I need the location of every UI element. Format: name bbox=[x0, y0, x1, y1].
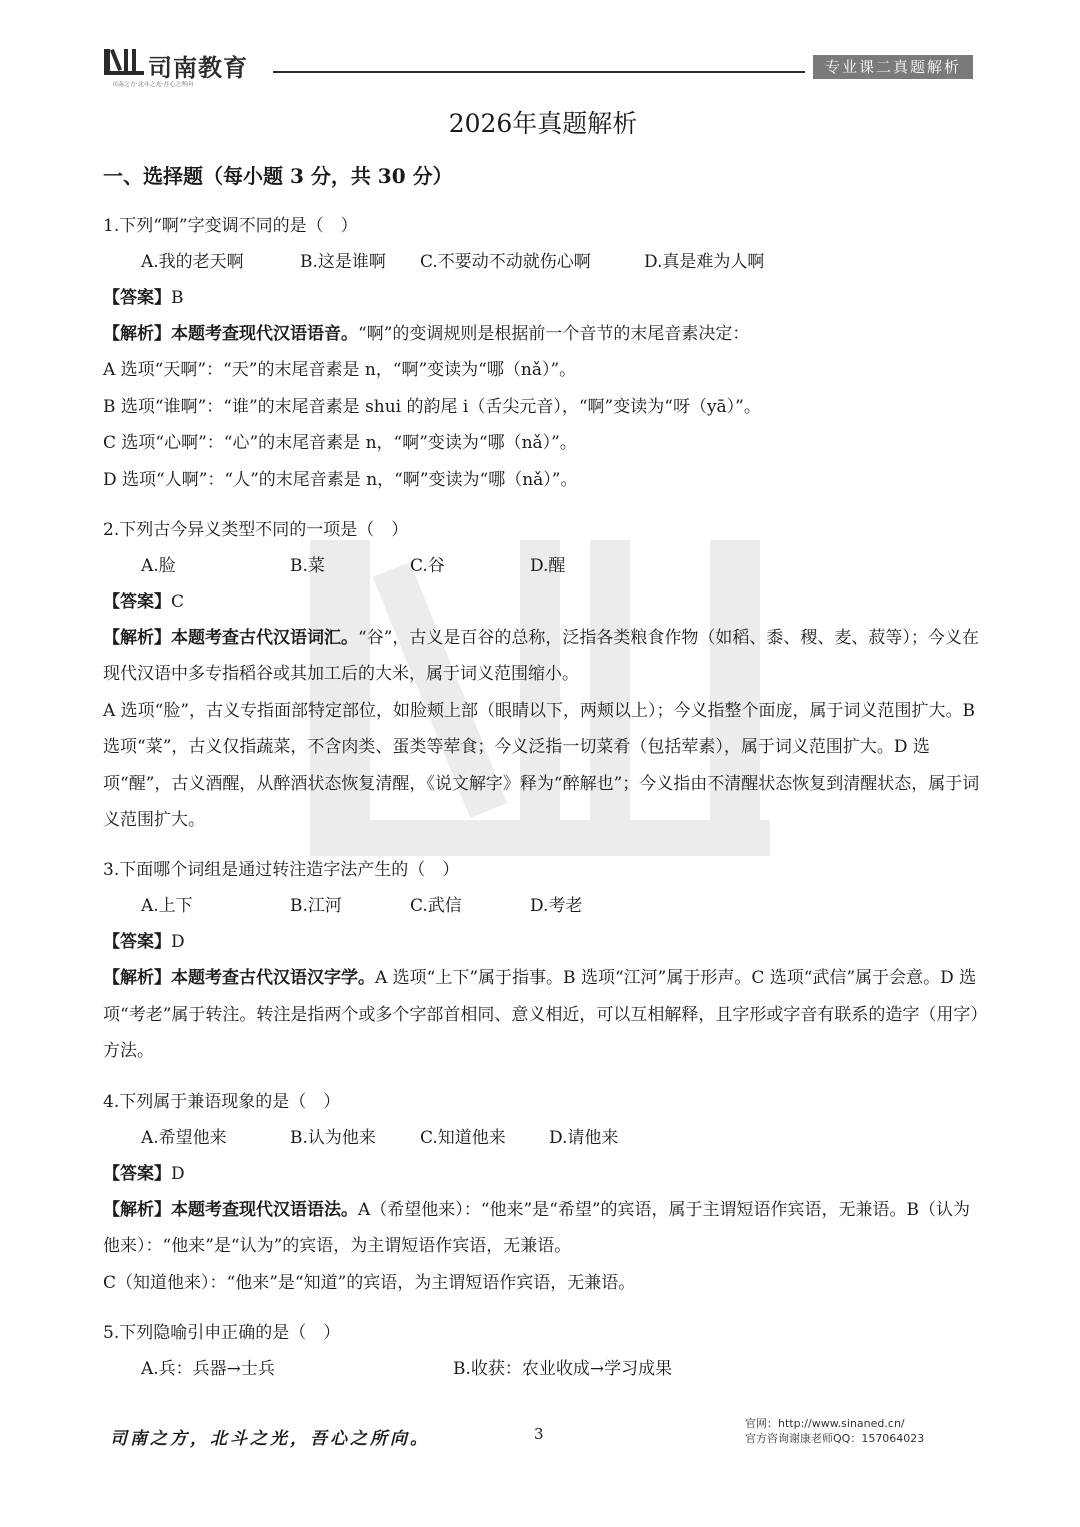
option-c: C.谷 bbox=[410, 556, 445, 577]
footer-contact bbox=[745, 1416, 924, 1446]
page-content bbox=[103, 100, 983, 1387]
option-d: D.真是难为人啊 bbox=[644, 252, 765, 272]
option-d: D.考老 bbox=[530, 896, 583, 917]
analysis-line: C（知道他来）：“他来”是“知道”的宾语，为主谓短语作宾语，无兼语。 bbox=[103, 1272, 636, 1293]
option-b: B.这是谁啊 bbox=[300, 252, 386, 272]
analysis-text: A（希望他来）：“他来”是“希望”的宾语，属于主谓短语作宾语，无兼语。B（认为他来）：“他来”是“认为”的宾语，为主谓短语作宾语，无兼语。 bbox=[103, 1199, 971, 1257]
analysis-text: “啊”的变调规则是根据前一个音节的末尾音素决定： bbox=[358, 324, 750, 344]
answer-line bbox=[103, 280, 983, 316]
question-5 bbox=[103, 1315, 983, 1387]
analysis-tag: 【解析】 bbox=[103, 1199, 171, 1220]
logo-mark-icon bbox=[102, 46, 146, 80]
answer-line bbox=[103, 1156, 983, 1192]
option-a: A.脸 bbox=[141, 556, 176, 577]
question-2 bbox=[103, 512, 983, 838]
option-c: C.武信 bbox=[410, 896, 462, 917]
header-badge: 专业课二真题解析 bbox=[813, 55, 973, 79]
answer-tag: 【答案】 bbox=[103, 1163, 171, 1184]
analysis-line: C 选项“心啊”：“心”的末尾音素是 n，“啊”变读为“哪（nǎ）”。 bbox=[103, 433, 577, 454]
option-d: D.请他来 bbox=[549, 1127, 619, 1148]
analysis-tag: 【解析】 bbox=[103, 968, 171, 989]
option-d: D.醒 bbox=[530, 556, 566, 577]
answer-tag: 【答案】 bbox=[103, 288, 171, 308]
option-b: B.收获：农业收成→学习成果 bbox=[453, 1358, 673, 1379]
footer-slogan: 司南之方，北斗之光，吾心之所向。 bbox=[110, 1429, 430, 1449]
option-b: B.菜 bbox=[290, 556, 325, 577]
analysis bbox=[103, 1192, 983, 1301]
analysis-lead: 本题考查古代汉语汉字学。 bbox=[171, 968, 375, 989]
question-4 bbox=[103, 1084, 983, 1301]
analysis-lead: 本题考查现代汉语语音。 bbox=[171, 324, 358, 344]
option-b: B.江河 bbox=[290, 896, 342, 917]
answer-value: C bbox=[171, 592, 185, 613]
option-a: A.兵：兵器→士兵 bbox=[141, 1358, 275, 1379]
question-options bbox=[103, 244, 983, 280]
page-title: 2026年真题解析 bbox=[448, 109, 638, 138]
option-a: A.我的老天啊 bbox=[141, 252, 244, 272]
answer-tag: 【答案】 bbox=[103, 932, 171, 953]
question-options bbox=[103, 1120, 983, 1156]
option-b: B.认为他来 bbox=[290, 1127, 376, 1148]
analysis-line: D 选项“人啊”：“人”的末尾音素是 n，“啊”变读为“哪（nǎ）”。 bbox=[103, 469, 578, 490]
header-rule bbox=[273, 71, 805, 73]
analysis-tag: 【解析】 bbox=[103, 324, 171, 344]
question-options bbox=[103, 888, 983, 924]
analysis-tag: 【解析】 bbox=[103, 628, 171, 649]
page-number: 3 bbox=[534, 1425, 544, 1443]
logo-name: 司南教育 bbox=[148, 54, 248, 82]
question-stem: 5.下列隐喻引申正确的是（ ） bbox=[103, 1322, 341, 1343]
analysis bbox=[103, 620, 983, 838]
question-stem: 3.下面哪个词组是通过转注造字法产生的（ ） bbox=[103, 860, 460, 881]
option-c: C.知道他来 bbox=[420, 1127, 506, 1148]
option-c: C.不要动不动就伤心啊 bbox=[420, 252, 591, 272]
footer-qq: 官方咨询谢康老师QQ：157064023 bbox=[745, 1432, 925, 1445]
question-stem: 4.下列属于兼语现象的是（ ） bbox=[103, 1091, 341, 1112]
analysis bbox=[103, 960, 983, 1069]
question-1 bbox=[103, 208, 983, 498]
answer-value: D bbox=[171, 932, 185, 953]
question-stem: 1.下列“啊”字变调不同的是（ ） bbox=[103, 216, 358, 236]
footer-website[interactable]: 官网：http://www.sinaned.cn/ bbox=[745, 1417, 905, 1430]
analysis-text: A 选项“上下”属于指事。B 选项“江河”属于形声。C 选项“武信”属于会意。D 选项“考老”属于转注。转注是指两个或多个字部首相同、意义相近，可以互相解释，且字形或字音有联系的造字（用字）方法。 bbox=[103, 968, 979, 1062]
option-a: A.上下 bbox=[141, 896, 193, 917]
analysis-line: A 选项“脸”，古义专指面部特定部位，如脸颊上部（眼睛以下，两颊以上）；今义指整个面庞，属于词义范围扩大。B 选项“菜”，古义仅指蔬菜，不含肉类、蛋类等荤食；今义泛指一切菜肴（包括荤素），属于词义范围扩大。D 选项“醒”，古义酒醒，从醉酒状态恢复清醒，《说文解字》释为“醉解也”；今义指由不清醒状态恢复到清醒状态，属于词义范围扩大。 bbox=[103, 700, 980, 831]
analysis-text: “谷”，古义是百谷的总称，泛指各类粮食作物（如稻、黍、稷、麦、菽等）；今义在现代汉语中多专指稻谷或其加工后的大米，属于词义范围缩小。 bbox=[103, 628, 979, 685]
option-a: A.希望他来 bbox=[141, 1127, 227, 1148]
analysis-lead: 本题考查现代汉语语法。 bbox=[171, 1199, 358, 1220]
logo bbox=[102, 46, 272, 92]
analysis-lead: 本题考查古代汉语词汇。 bbox=[171, 628, 358, 649]
question-stem: 2.下列古今异义类型不同的一项是（ ） bbox=[103, 520, 409, 541]
question-options bbox=[103, 548, 983, 584]
logo-slogan: 司南之方·北斗之光·吾心之所向 bbox=[112, 80, 194, 88]
analysis-line: A 选项“天啊”：“天”的末尾音素是 n，“啊”变读为“哪（nǎ）”。 bbox=[103, 360, 577, 381]
analysis bbox=[103, 316, 983, 498]
section-title: 一、选择题（每小题 3 分，共 30 分） bbox=[103, 164, 453, 188]
answer-line bbox=[103, 924, 983, 960]
answer-tag: 【答案】 bbox=[103, 592, 171, 613]
page-header bbox=[0, 0, 1080, 100]
answer-value: D bbox=[171, 1163, 185, 1184]
question-3 bbox=[103, 852, 983, 1069]
analysis-line: B 选项“谁啊”：“谁”的末尾音素是 shui 的韵尾 i（舌尖元音），“啊”变读为“呀（yā）”。 bbox=[103, 396, 761, 417]
answer-value: B bbox=[171, 288, 184, 308]
question-options bbox=[103, 1351, 983, 1387]
answer-line bbox=[103, 584, 983, 620]
page-footer bbox=[0, 1410, 1080, 1470]
